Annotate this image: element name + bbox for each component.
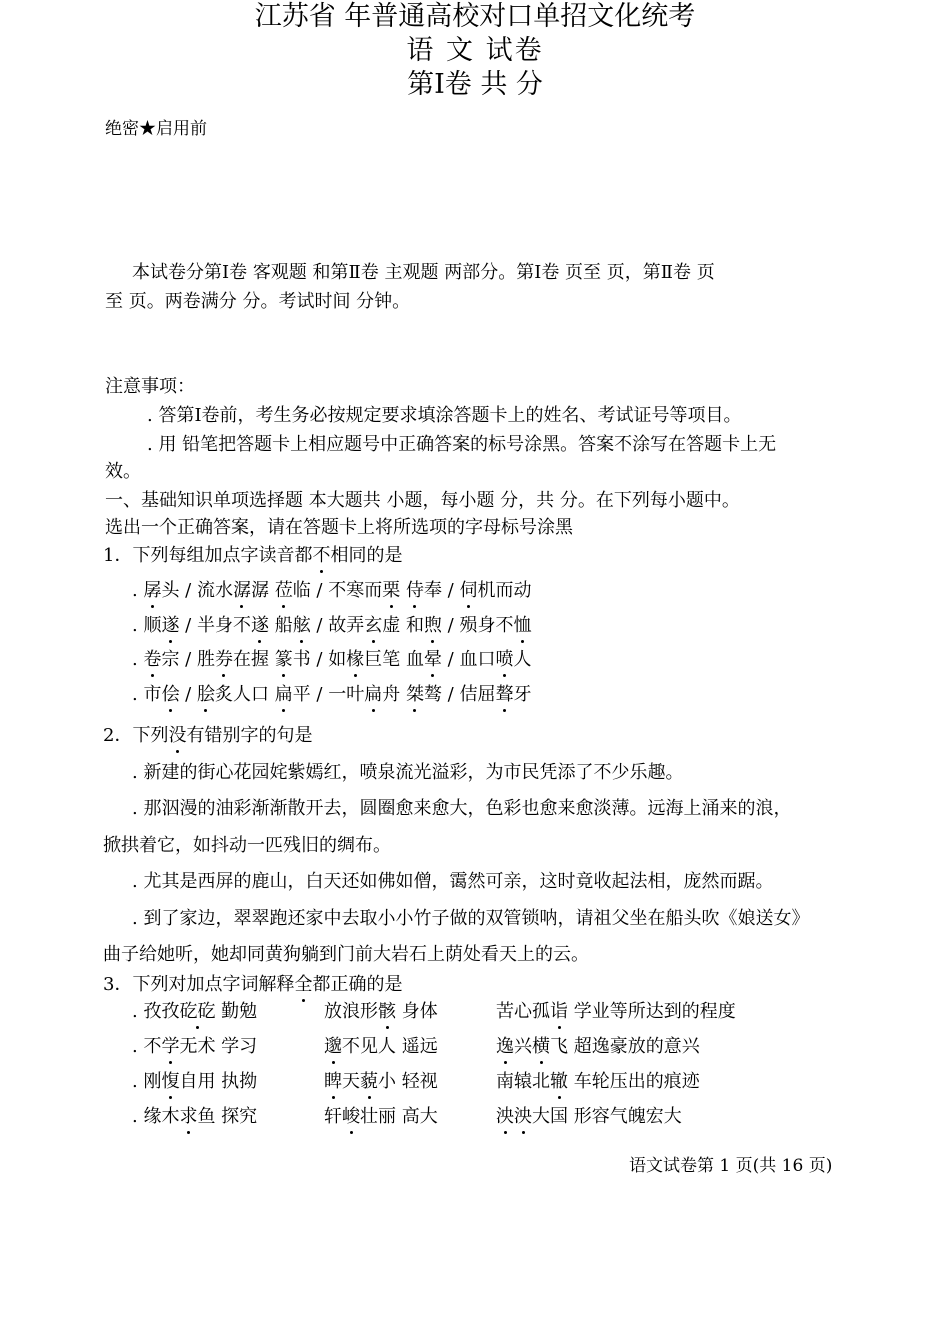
- emphasized-char: 辙: [550, 1071, 568, 1092]
- section-title: 第Ⅰ卷 共 分: [407, 69, 543, 100]
- text-segment: 身体: [396, 1001, 438, 1022]
- text-segment: 有错别字的句是: [186, 725, 313, 746]
- emphasized-char: 藐: [360, 1071, 378, 1092]
- text-segment: / 半身不: [179, 615, 251, 636]
- intro-line-1: 本试卷分第Ⅰ卷 客观题 和第Ⅱ卷 主观题 两部分。第Ⅰ卷 页至 页，第Ⅱ卷 页: [132, 262, 715, 283]
- text-segment: 舟: [382, 684, 406, 705]
- emphasized-char: 侩: [161, 684, 180, 705]
- text-segment: . 顺: [132, 615, 162, 636]
- text-segment: 潺: [250, 580, 275, 601]
- text-segment: 南辕北: [496, 1071, 550, 1092]
- emphasized-char: 聱: [495, 684, 514, 705]
- text-segment: 人: [513, 649, 532, 670]
- emphasized-char: 求: [179, 1106, 198, 1127]
- text-segment: 轩: [324, 1106, 342, 1127]
- q2-option-b: . 那泅漫的油彩渐渐散开去，圆圈愈来愈大，色彩也愈来愈淡薄。远海上涌来的浪，: [132, 798, 792, 819]
- q3-option-a-col3: [496, 1000, 736, 1024]
- text-segment: 不见人 遥远: [342, 1036, 438, 1057]
- q3-option-d-col1: [132, 1105, 257, 1129]
- text-segment: 鱼 探究: [197, 1106, 258, 1127]
- text-segment: 书 / 如: [292, 649, 347, 670]
- text-segment: 机而动: [477, 580, 532, 601]
- q3-option-c-col2: [324, 1070, 438, 1094]
- q1-option-a: [132, 579, 531, 603]
- q3-option-d-col3: [496, 1105, 682, 1129]
- note-item-2-cont: 效。: [105, 461, 141, 482]
- q3-option-b-col1: [132, 1035, 257, 1059]
- text-segment: 平 / 一叶: [292, 684, 365, 705]
- text-segment: 头 / 流水: [161, 580, 233, 601]
- emphasized-char: 遂: [161, 615, 180, 636]
- q3-option-b-col3: [496, 1035, 700, 1059]
- note-item-2: . 用 铅笔把答题卡上相应题号中正确答案的标号涂黑。答案不涂写在答题卡上无: [147, 434, 777, 455]
- q3-option-b-col2: [324, 1035, 438, 1059]
- emphasized-char: 邈: [324, 1036, 342, 1057]
- text-segment: / 故弄: [310, 615, 365, 636]
- emphasized-char: 喷: [495, 649, 514, 670]
- text-segment: / 殒身不: [441, 615, 514, 636]
- confidential-label: 绝密★启用前: [105, 119, 207, 139]
- text-segment: 自用 执拗: [179, 1071, 258, 1092]
- text-segment: 苦心孤: [496, 1001, 550, 1022]
- emphasized-char: 泱: [514, 1106, 532, 1127]
- text-segment: 相同的是: [330, 545, 403, 566]
- emphasized-char: 不: [312, 545, 331, 566]
- q3-option-c-col3: [496, 1070, 700, 1094]
- emphasized-char: 骸: [378, 1001, 396, 1022]
- text-segment: . 缘木: [132, 1106, 180, 1127]
- q3-option-a-col2: [324, 1000, 438, 1024]
- text-segment: 学业等所达到的程度: [568, 1001, 736, 1022]
- text-segment: . 市: [132, 684, 162, 705]
- text-segment: 大国 形容气魄宏大: [532, 1106, 682, 1127]
- emphasized-char: 全: [294, 974, 313, 995]
- emphasized-char: 睥: [324, 1071, 342, 1092]
- text-segment: 巨笔 血: [364, 649, 424, 670]
- text-segment: 壮丽 高大: [360, 1106, 438, 1127]
- emphasized-char: 遂: [250, 615, 269, 636]
- text-segment: 牙: [513, 684, 532, 705]
- text-segment: . 不: [132, 1036, 162, 1057]
- q1-option-d: [132, 683, 531, 707]
- emphasized-char: 卷: [143, 649, 162, 670]
- emphasized-char: 扁: [274, 684, 293, 705]
- emphasized-char: 侍: [405, 580, 424, 601]
- emphasized-char: 学: [161, 1036, 180, 1057]
- text-segment: 临 / 不寒而: [292, 580, 383, 601]
- text-segment: . 刚: [132, 1071, 162, 1092]
- q2-stem: [103, 724, 312, 748]
- q2-option-d-cont: 曲子给她听，她却同黄狗躺到门前大岩石上荫处看天上的云。: [103, 944, 589, 965]
- emphasized-char: 潺: [232, 580, 251, 601]
- notes-heading: 注意事项：: [105, 376, 195, 397]
- q2-option-a: . 新建的街心花园姹紫嫣红，喷泉流光溢彩，为市民凭添了不少乐趣。: [132, 762, 684, 783]
- text-segment: 3．下列对加点字词解释: [103, 974, 295, 995]
- text-segment: 放浪形: [324, 1001, 378, 1022]
- emphasized-char: 恤: [513, 615, 532, 636]
- emphasized-char: 玄: [364, 615, 383, 636]
- text-segment: 天: [342, 1071, 360, 1092]
- text-segment: 飞 超逸豪放的意兴: [550, 1036, 700, 1057]
- page-footer: 语文试卷第 1 页(共 16 页): [629, 1156, 833, 1176]
- text-segment: /: [179, 684, 197, 705]
- text-segment: 兴: [514, 1036, 532, 1057]
- text-segment: 骜 / 佶屈: [423, 684, 496, 705]
- emphasized-char: 脍: [196, 684, 215, 705]
- text-segment: 炙人口: [214, 684, 275, 705]
- intro-line-2: 至 页。两卷满分 分。考试时间 分钟。: [105, 291, 411, 312]
- q3-option-a-col1: [132, 1000, 257, 1024]
- q2-option-d: . 到了家边，翠翠跑还家中去取小小竹子做的双管锁呐，请祖父坐在船头吹《娘送女》: [132, 908, 810, 929]
- emphasized-char: 舷: [292, 615, 311, 636]
- text-segment: 小 轻视: [378, 1071, 438, 1092]
- text-segment: 2．下列: [103, 725, 169, 746]
- emphasized-char: 横: [532, 1036, 550, 1057]
- text-segment: 车轮压出的痕迹: [568, 1071, 700, 1092]
- q1-option-b: [132, 614, 531, 638]
- text-segment: 奉 /: [423, 580, 460, 601]
- text-segment: .: [132, 580, 144, 601]
- emphasized-char: 券: [214, 649, 233, 670]
- note-item-1: . 答第Ⅰ卷前，考生务必按规定要求填涂答题卡上的姓名、考试证号等项目。: [147, 405, 742, 426]
- text-segment: / 血口: [441, 649, 496, 670]
- emphasized-char: 伺: [459, 580, 478, 601]
- q1-stem: [103, 544, 402, 568]
- emphasized-char: 泱: [496, 1106, 514, 1127]
- exam-title: 江苏省 年普通高校对口单招文化统考: [254, 1, 696, 32]
- text-segment: 宗 / 胜: [161, 649, 215, 670]
- q3-stem: [103, 973, 402, 997]
- q2-option-b-cont: 掀拱着它，如抖动一匹残旧的绸布。: [103, 835, 391, 856]
- emphasized-char: 没: [168, 725, 187, 746]
- emphasized-char: 矻矻: [179, 1001, 216, 1022]
- emphasized-char: 逸: [496, 1036, 514, 1057]
- text-segment: 无术 学习: [179, 1036, 258, 1057]
- emphasized-char: 煦: [423, 615, 442, 636]
- text-segment: 虚 和: [382, 615, 424, 636]
- emphasized-char: 诣: [550, 1001, 568, 1022]
- part1-instructions: 一、基础知识单项选择题 本大题共 小题，每小题 分，共 分。在下列每小题中。: [105, 490, 740, 511]
- text-segment: 1．下列每组加点字读音都: [103, 545, 313, 566]
- emphasized-char: 栗: [382, 580, 401, 601]
- subject-title: 语 文 试卷: [406, 35, 544, 66]
- text-segment: 都正确的是: [312, 974, 403, 995]
- emphasized-char: 桀: [405, 684, 424, 705]
- text-segment: 勤勉: [215, 1001, 258, 1022]
- emphasized-char: 峻: [342, 1106, 360, 1127]
- q1-option-c: [132, 648, 531, 672]
- part1-instructions-cont: 选出一个正确答案，请在答题卡上将所选项的字母标号涂黑: [105, 517, 573, 538]
- emphasized-char: 篆: [274, 649, 293, 670]
- emphasized-char: 莅: [274, 580, 293, 601]
- q3-option-d-col2: [324, 1105, 438, 1129]
- emphasized-char: 愎: [161, 1071, 180, 1092]
- text-segment: .: [132, 649, 144, 670]
- q3-option-c-col1: [132, 1070, 257, 1094]
- text-segment: 船: [268, 615, 293, 636]
- emphasized-char: 扁: [364, 684, 383, 705]
- text-segment: 在握: [232, 649, 275, 670]
- q2-option-c: . 尤其是西屏的鹿山，白天还如佛如僧，霭然可亲，这时竟收起法相，庞然而踞。: [132, 871, 774, 892]
- text-segment: . 孜孜: [132, 1001, 180, 1022]
- emphasized-char: 椽: [346, 649, 365, 670]
- emphasized-char: 晕: [423, 649, 442, 670]
- emphasized-char: 孱: [143, 580, 162, 601]
